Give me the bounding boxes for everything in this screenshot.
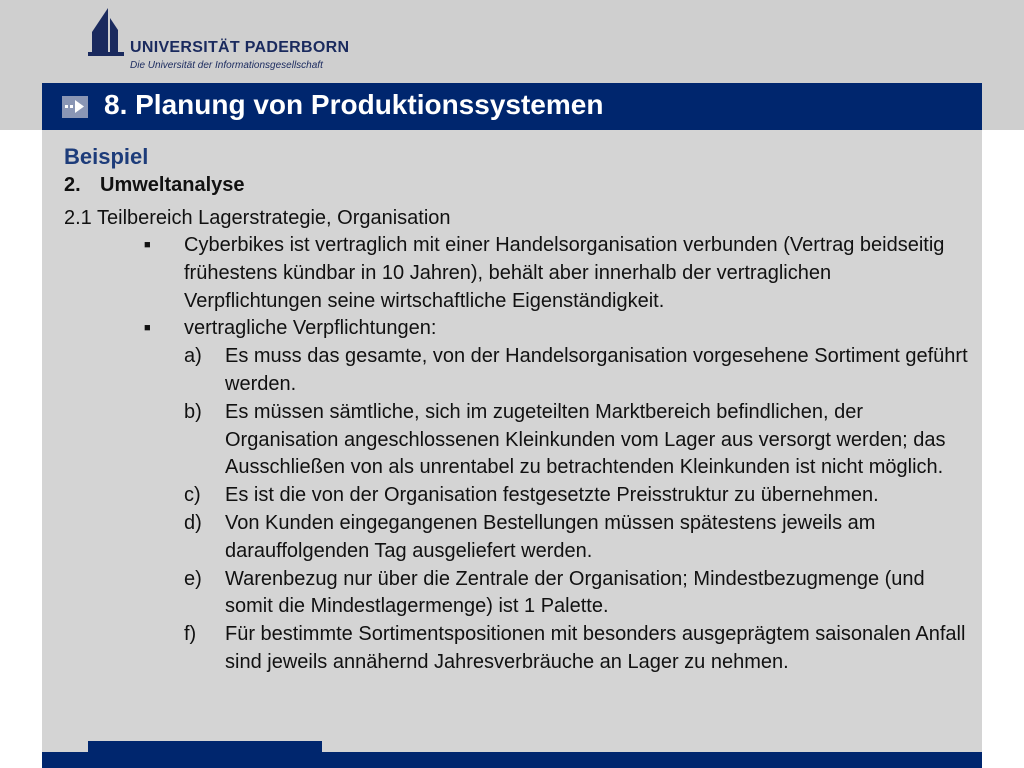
bullet-text: Cyberbikes ist vertraglich mit einer Handelsorganisation verbunden (Vertrag beidseitig frühestens kündbar in 10 Jahren), behält aber innerhalb der vertraglichen Verpflichtungen seine wirtschaftliche Eigenständigkeit. [184, 234, 945, 312]
subheading [64, 171, 974, 199]
obligation-letter: b) [184, 400, 202, 423]
university-logo [88, 8, 350, 72]
obligation-letter: e) [184, 567, 202, 590]
slide-title: 8. Planung von Produktionssystemen [104, 89, 604, 120]
section-title: 2.1 Teilbereich Lagerstrategie, Organisation [64, 207, 451, 229]
university-logo-icon [88, 8, 128, 58]
square-bullet-icon: ■ [144, 239, 151, 251]
bullet-text: vertragliche Verpflichtungen: [184, 317, 437, 340]
obligation-text: Es muss das gesamte, von der Handelsorganisation vorgesehene Sortiment geführt werden. [225, 345, 968, 395]
bullet-item [144, 315, 974, 343]
slide-content [64, 141, 974, 677]
obligation-text: Von Kunden eingegangenen Bestellungen müssen spätestens jeweils am darauffolgenden Tag ausgeliefert werden. [225, 511, 876, 562]
university-name: UNIVERSITÄT PADERBORN [130, 39, 350, 56]
obligation-letter: f) [184, 623, 197, 646]
title-bar [42, 83, 982, 130]
footer-accent [88, 741, 322, 752]
obligation-text: Warenbezug nur über die Zentrale der Organisation; Mindestbezugmenge (und somit die Mindestlagermenge) ist 1 Palette. [225, 567, 925, 618]
obligation-item [184, 510, 974, 566]
obligation-text: Für bestimmte Sortimentspositionen mit besonders ausgeprägtem saisonalen Anfall sind jeweils annähernd Jahresverbräuche an Lager zu nehmen. [225, 623, 966, 673]
obligation-item [184, 566, 974, 622]
square-bullet-icon: ■ [144, 322, 151, 335]
obligation-item [184, 399, 974, 482]
footer-bar [42, 752, 982, 768]
subheading-number: 2. [64, 174, 81, 196]
obligation-letter: a) [184, 345, 202, 368]
section-heading: Beispiel [64, 144, 149, 169]
obligation-text: Es müssen sämtliche, sich im zugeteilten Marktbereich befindlichen, der Organisation angeschlossenen Kleinkunden vom Lager aus versorgt werden; das Ausschließen von als unrentabel zu betrachtenden Kleinkunden ist nicht möglich. [225, 400, 946, 479]
obligation-item [184, 621, 974, 677]
arrow-right-icon [62, 96, 88, 118]
obligation-text: Es ist die von der Organisation festgesetzte Preisstruktur zu übernehmen. [225, 484, 879, 507]
subheading-text: Umweltanalyse [100, 174, 245, 196]
obligation-letter: d) [184, 511, 202, 534]
obligation-item [184, 482, 974, 510]
obligation-item [184, 343, 974, 399]
bullet-item [144, 232, 974, 315]
university-tagline: Die Universität der Informationsgesellschaft [130, 60, 323, 71]
obligation-letter: c) [184, 484, 201, 507]
